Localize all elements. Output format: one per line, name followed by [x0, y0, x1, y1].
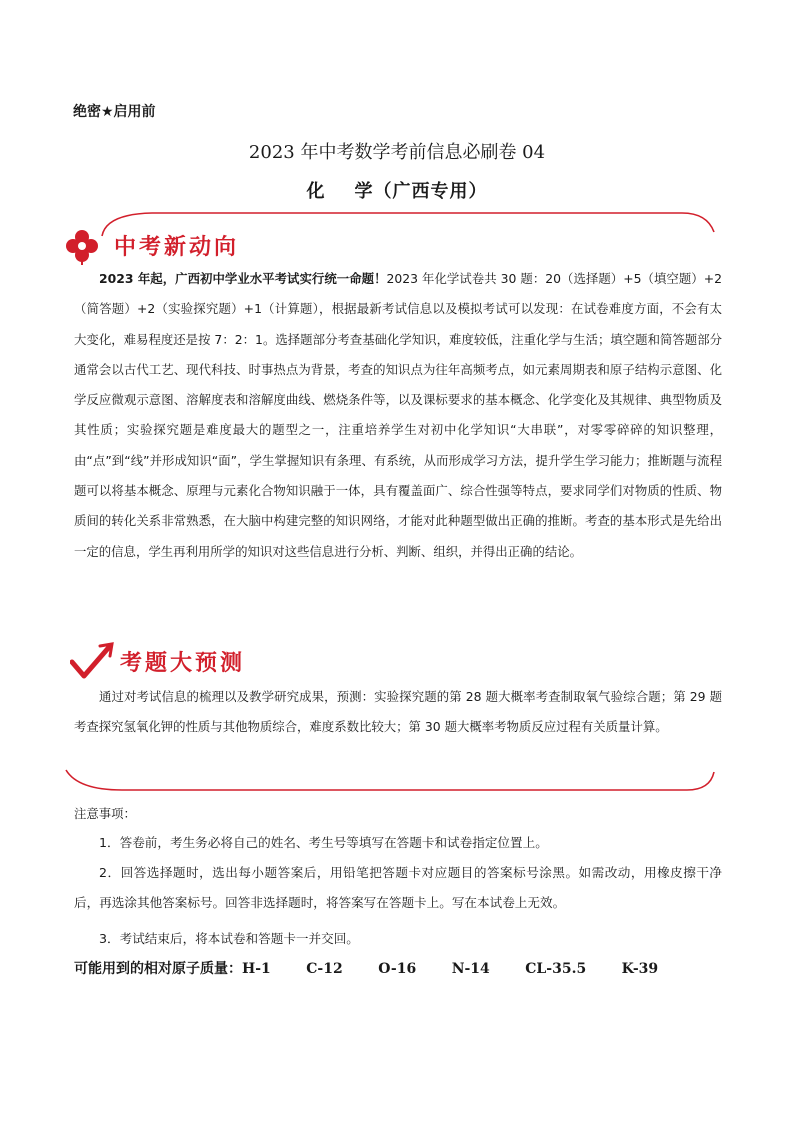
exam-title: 2023 年中考数学考前信息必刷卷 04 — [248, 142, 546, 163]
note-item-2: 2．回答选择题时，选出每小题答案后，用铅笔把答题卡对应题目的答案标号涂黑。如需改动，用橡皮擦干净后，再选涂其他答案标号。回答非选择题时，将答案写在答题卡上。写在本试卷上无效。 — [74, 865, 722, 910]
clover-icon — [62, 226, 102, 266]
note-item-3: 3．考试结束后，将本试卷和答题卡一并交回。 — [99, 931, 359, 946]
trends-paragraph — [74, 264, 722, 567]
atomic-mass-line: 可能用到的相对原子质量：H-1 C-12 O-16 N-14 CL-35.5 K-39 — [74, 961, 659, 977]
trends-intro: 2023 年起，广西初中学业水平考试实行统一命题！ — [99, 271, 387, 286]
exam-subtitle: 化 学（广西专用） — [306, 181, 488, 202]
confidential-label: 绝密★启用前 — [73, 104, 156, 120]
forecast-paragraph: 通过对考试信息的梳理以及教学研究成果，预测：实验探究题的第 28 题大概率考查制取氧气验综合题；第 29 题考查探究氢氧化钾的性质与其他物质综合，难度系数比较大；第 30 题大概率考物质反应过程有关质量计算。 — [74, 689, 722, 735]
note-item-1: 1．答卷前，考生务必将自己的姓名、考生号等填写在答题卡和试卷指定位置上。 — [99, 835, 548, 850]
section-heading-trends: 中考新动向 — [114, 235, 240, 260]
section-heading-forecast: 考题大预测 — [120, 651, 246, 676]
section-bottom-rule — [62, 766, 722, 806]
checkmark-icon — [70, 642, 114, 682]
notes-title: 注意事项： — [74, 806, 136, 821]
trends-body: 2023 年化学试卷共 30 题：20（选择题）+5（填空题）+2（简答题）+2（实验探究题）+1（计算题），根据最新考试信息以及模拟考试可以发现：在试卷难度方面，不会有太大变化，难易程度还是按 7：2：1。选择题部分考查基础化学知识，难度较低，注重化学与生活；填空题和简答题部分通常会以古代工艺、现代科技、时事热点为背景，考查的知识点为往年高频考点，如元素周期表和原子结构示意图、化学反应微观示意图、溶解度表和溶解度曲线、燃烧条件等，以及课标要求的基本概念、化学变化及其规律、典型物质及其性质；实验探究题是难度最大的题型之一，注重培养学生对初中化学知识“大串联”，对零零碎碎的知识整理，由“点”到“线”并形成知识“面”，学生掌握知识有条理、有系统，从而形成学习方法，提升学生学习能力；推断题与流程题可以将基本概念、原理与元素化合物知识融于一体，具有覆盖面广、综合性强等特点，要求同学们对物质的性质、物质间的转化关系非常熟悉，在大脑中构建完整的知识网络，才能对此种题型做出正确的推断。考查的基本形式是先给出一定的信息，学生再利用所学的知识对这些信息进行分析、判断、组织，并得出正确的结论。 — [74, 271, 722, 559]
